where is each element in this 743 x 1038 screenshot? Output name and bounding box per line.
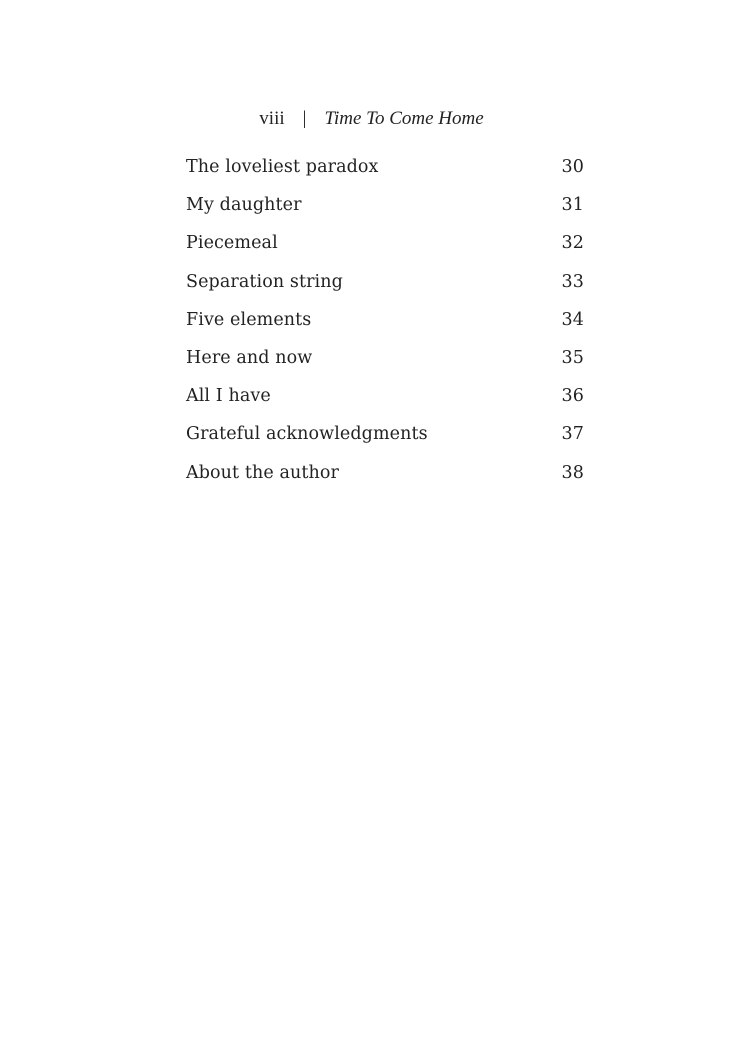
toc-entry-title: Separation string [186, 271, 343, 292]
toc-entry [186, 306, 584, 344]
toc-entry-title: About the author [186, 462, 339, 483]
toc-entry [186, 459, 584, 497]
toc-entry-page: 31 [561, 195, 584, 216]
toc-entry-title: Five elements [186, 309, 312, 330]
toc-entry-title: The loveliest paradox [186, 157, 379, 177]
table-of-contents [186, 153, 584, 497]
header-separator: | [302, 108, 307, 129]
toc-entry [186, 191, 584, 229]
toc-entry-title: Grateful acknowledgments [186, 424, 428, 445]
toc-entry-page: 36 [561, 386, 584, 407]
toc-entry [186, 268, 584, 306]
toc-entry-title: My daughter [186, 195, 302, 216]
toc-entry-title: Here and now [186, 347, 313, 368]
toc-entry-page: 35 [561, 347, 584, 368]
toc-entry-title: All I have [186, 386, 271, 407]
toc-entry [186, 229, 584, 267]
page-number: viii [259, 108, 285, 129]
running-header [0, 104, 743, 133]
toc-entry [186, 344, 584, 382]
toc-entry-page: 30 [561, 157, 584, 177]
toc-entry-page: 38 [561, 462, 584, 483]
book-title: Time To Come Home [324, 108, 484, 129]
toc-entry-page: 33 [561, 271, 584, 292]
toc-entry-title: Piecemeal [186, 233, 278, 254]
toc-entry [186, 420, 584, 458]
toc-entry-page: 32 [561, 233, 584, 254]
toc-entry [186, 382, 584, 420]
toc-entry-page: 34 [561, 309, 584, 330]
toc-entry [186, 153, 584, 191]
toc-entry-page: 37 [561, 424, 584, 445]
